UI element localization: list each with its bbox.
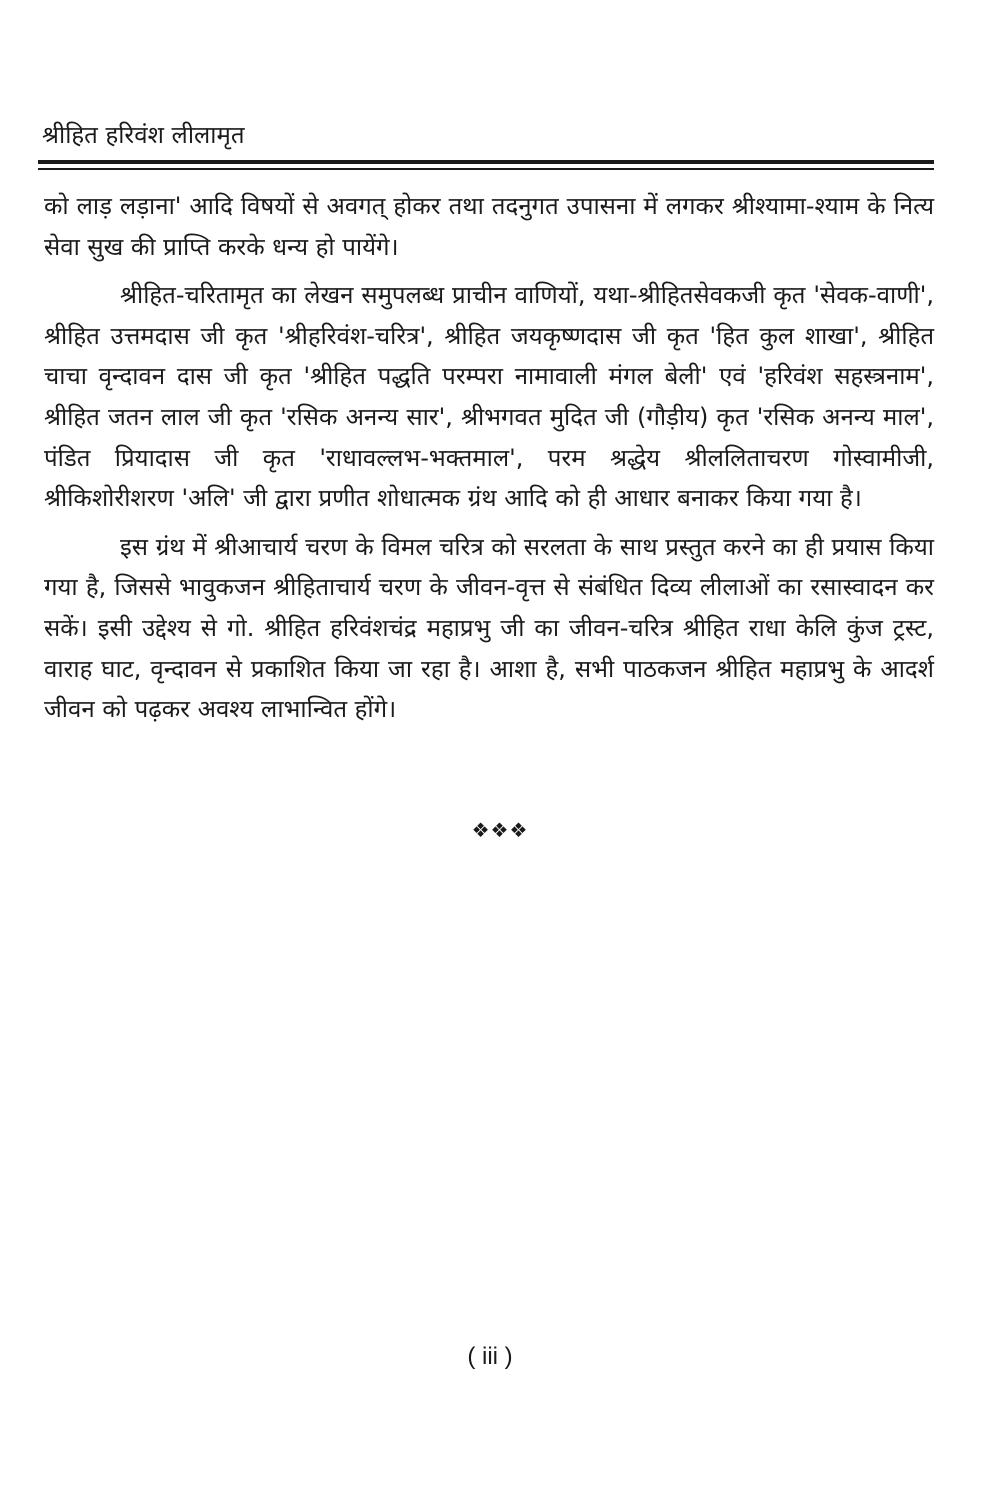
header-rule-thick xyxy=(38,160,934,164)
body-text xyxy=(44,186,934,738)
paragraph-sources: श्रीहित-चरितामृत का लेखन समुपलब्ध प्राचीन वाणियों, यथा-श्रीहितसेवकजी कृत 'सेवक-वाणी', श्रीहित उत्तमदास जी कृत 'श्रीहरिवंश-चरित्र', श्रीहित जयकृष्णदास जी कृत 'हित कुल शाखा', श्रीहित चाचा वृन्दावन दास जी कृत 'श्रीहित पद्धति परम्परा नामावाली मंगल बेली' एवं 'हरिवंश सहस्त्रनाम', श्रीहित जतन लाल जी कृत 'रसिक अनन्य सार', श्रीभगवत मुदित जी (गौड़ीय) कृत 'रसिक अनन्य माल', पंडित प्रियादास जी कृत 'राधावल्लभ-भक्तमाल', परम श्रद्धेय श्रीललिताचरण गोस्वामीजी, श्रीकिशोरीशरण 'अलि' जी द्वारा प्रणीत शोधात्मक ग्रंथ आदि को ही आधार बनाकर किया गया है। xyxy=(44,281,934,513)
paragraph-continuation: को लाड़ लड़ाना' आदि विषयों से अवगत् होकर तथा तदनुगत उपासना में लगकर श्रीश्यामा-श्याम के नित्य सेवा सुख की प्राप्ति करके धन्य हो पायेंगे। xyxy=(44,192,934,261)
running-header-title: श्रीहित हरिवंश लीलामृत xyxy=(42,121,245,149)
header-rule-thin xyxy=(38,168,934,170)
paragraph-purpose: इस ग्रंथ में श्रीआचार्य चरण के विमल चरित्र को सरलता के साथ प्रस्तुत करने का ही प्रयास किया गया है, जिससे भावुकजन श्रीहिताचार्य चरण के जीवन-वृत्त से संबंधित दिव्य लीलाओं का रसास्वादन कर सकें। इसी उद्देश्य से गो. श्रीहित हरिवंशचंद्र महाप्रभु जी का जीवन-चरित्र श्रीहित राधा केलि कुंज ट्रस्ट, वाराह घाट, वृन्दावन से प्रकाशित किया जा रहा है। आशा है, सभी पाठकजन श्रीहित महाप्रभु के आदर्श जीवन को पढ़कर अवश्य लाभान्वित होंगे। xyxy=(44,532,934,724)
section-end-ornament: ❖❖❖ xyxy=(471,818,529,842)
page-number: ( iii ) xyxy=(467,1343,513,1370)
